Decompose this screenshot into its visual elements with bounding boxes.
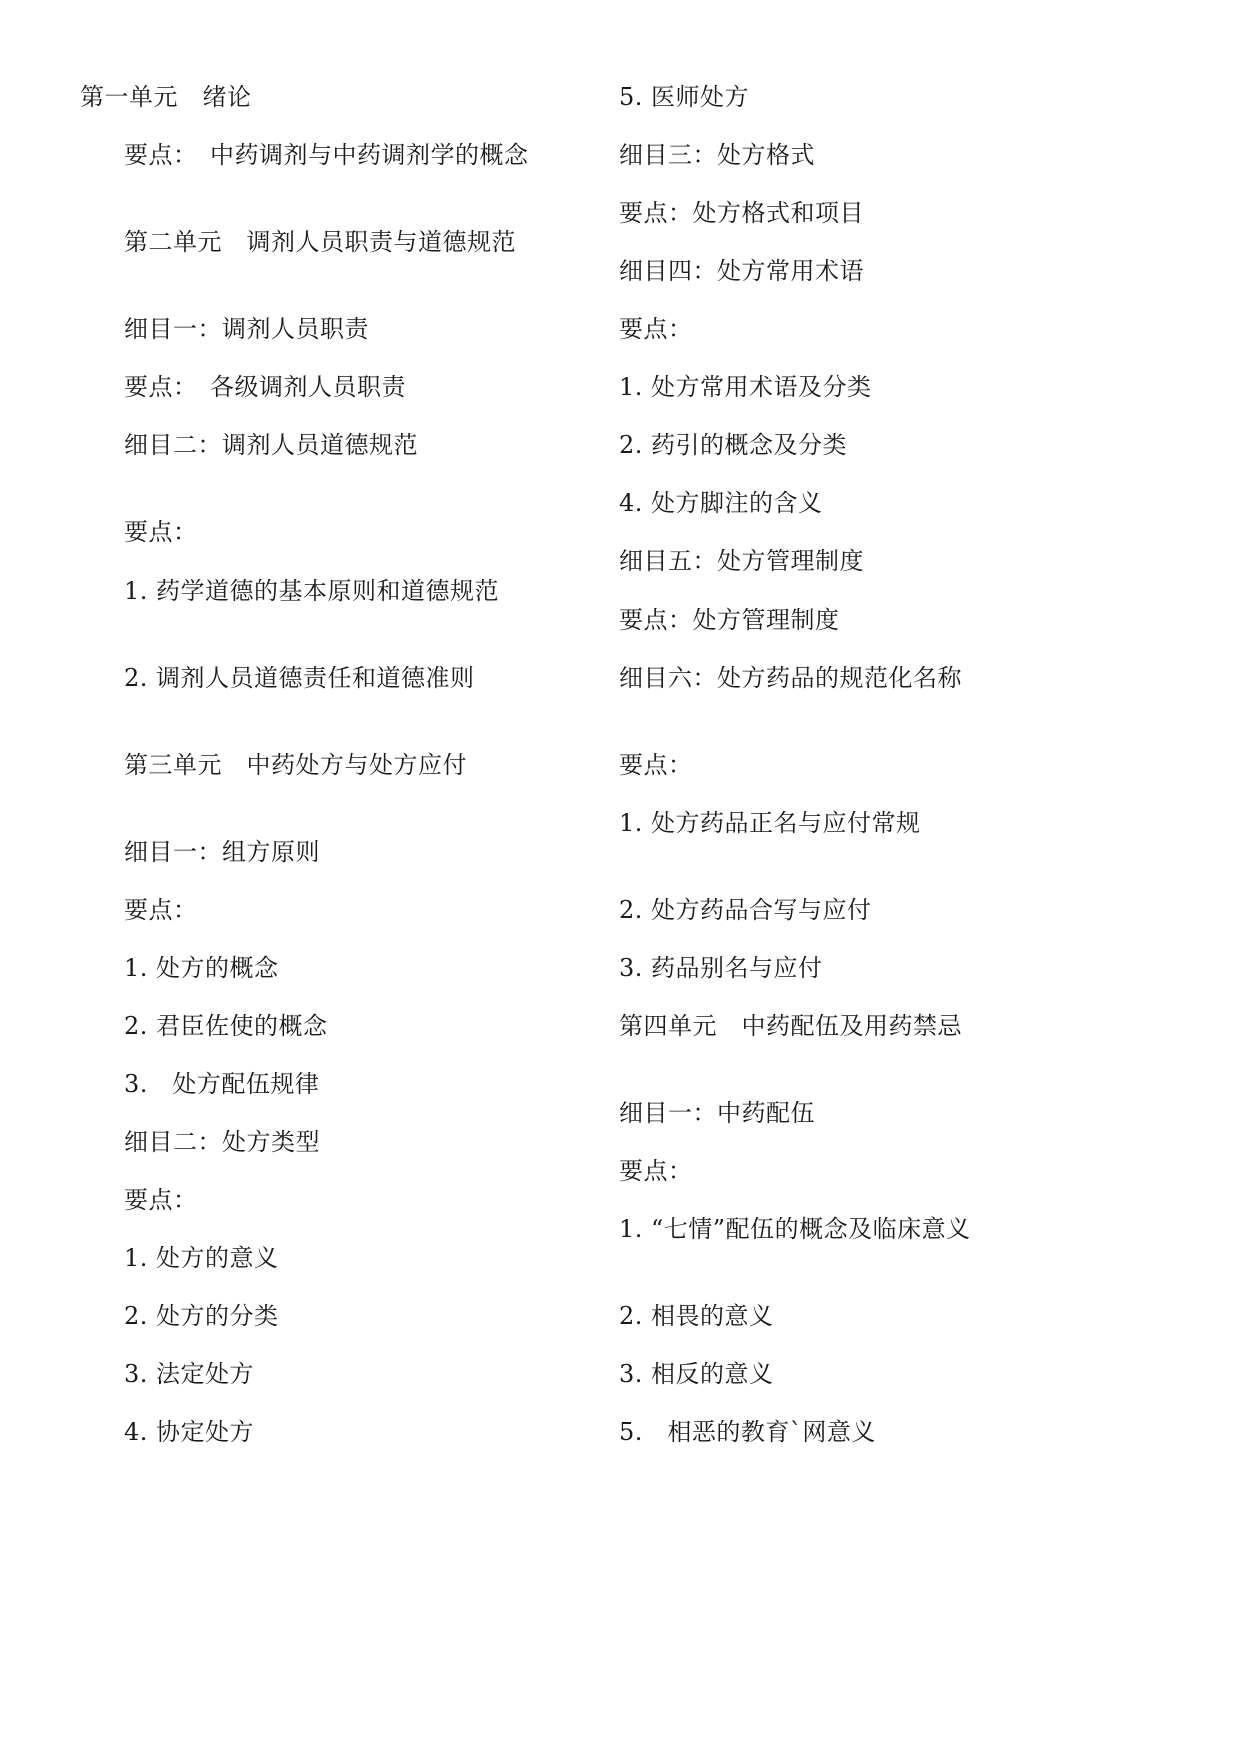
list-item: 1. 处方的概念 bbox=[124, 954, 279, 982]
unit-2-heading: 第二单元 调剂人员职责与道德规范 bbox=[124, 228, 516, 256]
item-heading: 细目一：中药配伍 bbox=[619, 1099, 815, 1127]
list-item: 1. 处方药品正名与应付常规 bbox=[619, 809, 921, 837]
unit-3-heading: 第三单元 中药处方与处方应付 bbox=[124, 751, 467, 779]
keypoint-line: 要点：处方管理制度 bbox=[619, 606, 840, 634]
list-item: 3. 药品别名与应付 bbox=[619, 954, 823, 982]
list-item: 1. 药学道德的基本原则和道德规范 bbox=[124, 577, 500, 605]
item-heading: 细目六：处方药品的规范化名称 bbox=[619, 664, 962, 692]
keypoint-label: 要点： bbox=[124, 1186, 198, 1214]
list-item: 3. 处方配伍规律 bbox=[124, 1070, 320, 1098]
keypoint-label: 要点： bbox=[124, 896, 198, 924]
list-item: 4. 协定处方 bbox=[124, 1418, 255, 1446]
item-heading: 细目一：组方原则 bbox=[124, 838, 320, 866]
keypoint-label: 要点： bbox=[619, 1157, 693, 1185]
keypoint-label: 要点： bbox=[124, 518, 198, 546]
list-item: 1. 处方的意义 bbox=[124, 1244, 279, 1272]
item-heading: 细目二：调剂人员道德规范 bbox=[124, 431, 418, 459]
item-heading: 细目二：处方类型 bbox=[124, 1128, 320, 1156]
item-heading: 细目一：调剂人员职责 bbox=[124, 315, 369, 343]
item-heading: 细目三：处方格式 bbox=[619, 141, 815, 169]
list-item: 2. 处方的分类 bbox=[124, 1302, 279, 1330]
list-item: 2. 君臣佐使的概念 bbox=[124, 1012, 328, 1040]
item-heading: 细目四：处方常用术语 bbox=[619, 257, 864, 285]
keypoint-line: 要点： 各级调剂人员职责 bbox=[124, 373, 406, 401]
list-item: 5. 医师处方 bbox=[619, 83, 750, 111]
keypoint-label: 要点： bbox=[619, 315, 693, 343]
list-item: 3. 法定处方 bbox=[124, 1360, 255, 1388]
list-item: 2. 处方药品合写与应付 bbox=[619, 896, 872, 924]
list-item: 1. 处方常用术语及分类 bbox=[619, 373, 872, 401]
item-heading: 细目五：处方管理制度 bbox=[619, 547, 864, 575]
list-item: 5. 相恶的教育`网意义 bbox=[619, 1418, 876, 1446]
list-item: 2. 药引的概念及分类 bbox=[619, 431, 848, 459]
keypoint-line: 要点：处方格式和项目 bbox=[619, 199, 864, 227]
unit-4-heading: 第四单元 中药配伍及用药禁忌 bbox=[619, 1012, 962, 1040]
keypoint-label: 要点： bbox=[619, 751, 693, 779]
unit-1-heading: 第一单元 绪论 bbox=[80, 83, 252, 111]
list-item: 3. 相反的意义 bbox=[619, 1360, 774, 1388]
keypoint-line: 要点： 中药调剂与中药调剂学的概念 bbox=[124, 141, 529, 169]
list-item: 1. “七情”配伍的概念及临床意义 bbox=[619, 1215, 971, 1243]
list-item: 2. 相畏的意义 bbox=[619, 1302, 774, 1330]
list-item: 4. 处方脚注的含义 bbox=[619, 489, 823, 517]
list-item: 2. 调剂人员道德责任和道德准则 bbox=[124, 664, 475, 692]
